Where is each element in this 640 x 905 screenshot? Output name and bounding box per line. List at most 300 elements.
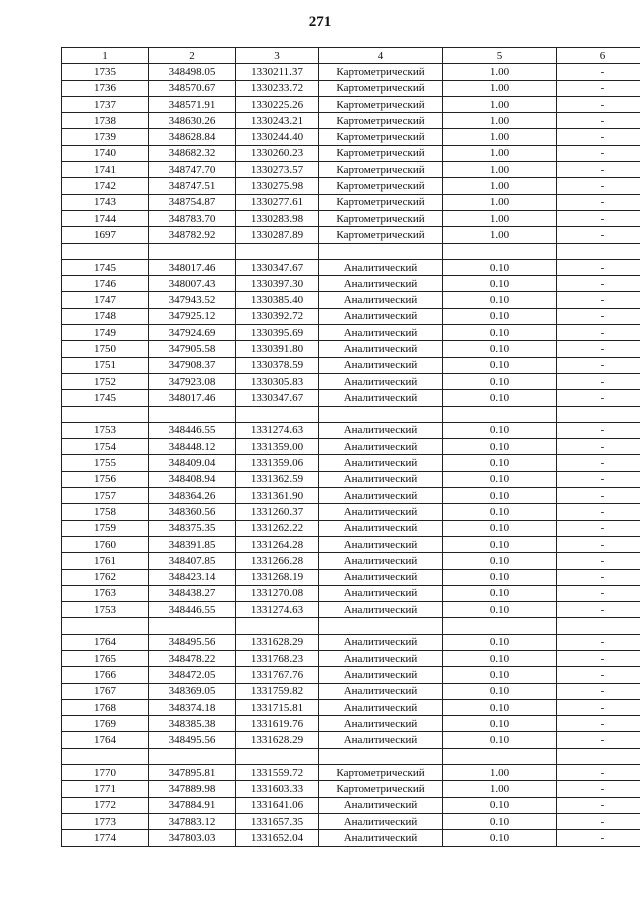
table-cell: 348570.67: [149, 80, 236, 96]
table-cell: 347923.08: [149, 373, 236, 389]
table-cell: Аналитический: [319, 683, 443, 699]
table-cell: [236, 748, 319, 764]
table-row: [62, 602, 640, 618]
table-cell: [236, 243, 319, 259]
table-row: [62, 683, 640, 699]
table-cell: 0.10: [443, 520, 557, 536]
table-row: [62, 292, 640, 308]
table-cell: Аналитический: [319, 455, 443, 471]
table-row: [62, 471, 640, 487]
table-cell: 1330392.72: [236, 308, 319, 324]
table-row: [62, 129, 640, 145]
coordinates-table: [61, 47, 640, 847]
table-cell: 1737: [62, 96, 149, 112]
table-cell: 1331362.59: [236, 471, 319, 487]
table-cell: 348448.12: [149, 439, 236, 455]
table-cell: 348747.70: [149, 162, 236, 178]
table-row: [62, 276, 640, 292]
table-cell: 1740: [62, 145, 149, 161]
table-cell: 1331628.29: [236, 732, 319, 748]
column-header: 3: [236, 48, 319, 64]
table-cell: -: [557, 194, 640, 210]
table-row: [62, 113, 640, 129]
table-cell: 0.10: [443, 488, 557, 504]
table-cell: 0.10: [443, 390, 557, 406]
table-cell: 1751: [62, 357, 149, 373]
table-cell: 1763: [62, 585, 149, 601]
table-row: [62, 259, 640, 275]
table-cell: 1.00: [443, 227, 557, 243]
table-cell: -: [557, 765, 640, 781]
table-cell: 1331657.35: [236, 813, 319, 829]
table-cell: 1330283.98: [236, 210, 319, 226]
table-cell: 1331270.08: [236, 585, 319, 601]
table-cell: 347895.81: [149, 765, 236, 781]
table-cell: Аналитический: [319, 667, 443, 683]
table-cell: Аналитический: [319, 553, 443, 569]
table-cell: [443, 618, 557, 634]
table-cell: 1331274.63: [236, 422, 319, 438]
table-cell: 1330347.67: [236, 390, 319, 406]
column-header: 4: [319, 48, 443, 64]
table-cell: 1750: [62, 341, 149, 357]
table-cell: 0.10: [443, 422, 557, 438]
table-cell: Аналитический: [319, 813, 443, 829]
table-cell: -: [557, 178, 640, 194]
table-row: [62, 634, 640, 650]
table-cell: 0.10: [443, 732, 557, 748]
table-cell: -: [557, 667, 640, 683]
table-cell: -: [557, 504, 640, 520]
separator-row: [62, 748, 640, 764]
table-cell: 347925.12: [149, 308, 236, 324]
table-row: [62, 422, 640, 438]
column-header: 1: [62, 48, 149, 64]
table-cell: 1749: [62, 325, 149, 341]
table-cell: -: [557, 585, 640, 601]
table-row: [62, 504, 640, 520]
table-cell: 1758: [62, 504, 149, 520]
table-cell: 0.10: [443, 569, 557, 585]
table-cell: 1331628.29: [236, 634, 319, 650]
table-cell: 1330277.61: [236, 194, 319, 210]
table-cell: 1753: [62, 422, 149, 438]
table-cell: [319, 243, 443, 259]
separator-row: [62, 618, 640, 634]
table-cell: Аналитический: [319, 308, 443, 324]
table-cell: -: [557, 325, 640, 341]
table-cell: 0.10: [443, 471, 557, 487]
table-cell: 348423.14: [149, 569, 236, 585]
table-cell: -: [557, 357, 640, 373]
table-cell: 348495.56: [149, 732, 236, 748]
table-row: [62, 325, 640, 341]
table-cell: Аналитический: [319, 259, 443, 275]
table-row: [62, 455, 640, 471]
table-cell: 1.00: [443, 765, 557, 781]
table-cell: [236, 618, 319, 634]
table-cell: -: [557, 520, 640, 536]
table-cell: 1766: [62, 667, 149, 683]
table-cell: 348017.46: [149, 390, 236, 406]
table-cell: Картометрический: [319, 227, 443, 243]
table-cell: Аналитический: [319, 325, 443, 341]
table-cell: Картометрический: [319, 129, 443, 145]
table-cell: -: [557, 699, 640, 715]
table-cell: -: [557, 64, 640, 80]
table-cell: Аналитический: [319, 602, 443, 618]
table-cell: 1697: [62, 227, 149, 243]
table-cell: -: [557, 569, 640, 585]
table-cell: [319, 618, 443, 634]
table-cell: 0.10: [443, 683, 557, 699]
table-cell: 1736: [62, 80, 149, 96]
table-cell: 0.10: [443, 797, 557, 813]
table-cell: 1761: [62, 553, 149, 569]
table-cell: -: [557, 259, 640, 275]
table-cell: 0.10: [443, 455, 557, 471]
table-cell: Картометрический: [319, 210, 443, 226]
table-cell: -: [557, 471, 640, 487]
table-body: [62, 64, 640, 846]
table-cell: 0.10: [443, 292, 557, 308]
table-cell: 347905.58: [149, 341, 236, 357]
table-cell: Картометрический: [319, 96, 443, 112]
table-cell: 0.10: [443, 716, 557, 732]
table-cell: 347924.69: [149, 325, 236, 341]
table-cell: [557, 406, 640, 422]
table-cell: 1774: [62, 830, 149, 846]
table-cell: 1331759.82: [236, 683, 319, 699]
table-cell: 348360.56: [149, 504, 236, 520]
table-row: [62, 553, 640, 569]
table-cell: [557, 243, 640, 259]
table-cell: 348391.85: [149, 536, 236, 552]
table-cell: 348407.85: [149, 553, 236, 569]
separator-row: [62, 243, 640, 259]
table-cell: Аналитический: [319, 732, 443, 748]
table-cell: 1330397.30: [236, 276, 319, 292]
table-cell: Аналитический: [319, 830, 443, 846]
table-cell: 0.10: [443, 553, 557, 569]
table-cell: 1.00: [443, 64, 557, 80]
table-cell: 1331641.06: [236, 797, 319, 813]
table-cell: 0.10: [443, 276, 557, 292]
table-cell: 347908.37: [149, 357, 236, 373]
page-number: 271: [308, 14, 332, 30]
table-cell: -: [557, 422, 640, 438]
table-cell: 0.10: [443, 699, 557, 715]
table-cell: 0.10: [443, 373, 557, 389]
table-cell: 1760: [62, 536, 149, 552]
table-cell: -: [557, 96, 640, 112]
table-row: [62, 797, 640, 813]
table-cell: 348571.91: [149, 96, 236, 112]
table-cell: Картометрический: [319, 162, 443, 178]
table-cell: -: [557, 308, 640, 324]
table-cell: 1742: [62, 178, 149, 194]
table-row: [62, 732, 640, 748]
table-cell: 0.10: [443, 830, 557, 846]
table-cell: 1331768.23: [236, 650, 319, 666]
table-cell: Картометрический: [319, 765, 443, 781]
table-cell: 1330391.80: [236, 341, 319, 357]
table-cell: Аналитический: [319, 699, 443, 715]
table-cell: [149, 243, 236, 259]
table-cell: Аналитический: [319, 536, 443, 552]
table-cell: 1759: [62, 520, 149, 536]
table-cell: Аналитический: [319, 634, 443, 650]
table-cell: Аналитический: [319, 585, 443, 601]
table-cell: 1769: [62, 716, 149, 732]
table-cell: 348369.05: [149, 683, 236, 699]
table-cell: 1331767.76: [236, 667, 319, 683]
table-cell: 348682.32: [149, 145, 236, 161]
table-cell: [319, 748, 443, 764]
table-cell: 1762: [62, 569, 149, 585]
table-row: [62, 357, 640, 373]
table-cell: -: [557, 341, 640, 357]
table-cell: 348446.55: [149, 422, 236, 438]
table-cell: Аналитический: [319, 471, 443, 487]
table-cell: 1330385.40: [236, 292, 319, 308]
table-cell: Аналитический: [319, 439, 443, 455]
table-row: [62, 64, 640, 80]
table-cell: -: [557, 390, 640, 406]
table-cell: -: [557, 439, 640, 455]
separator-row: [62, 406, 640, 422]
table-cell: Картометрический: [319, 113, 443, 129]
table-cell: 1331266.28: [236, 553, 319, 569]
table-cell: 1764: [62, 732, 149, 748]
table-cell: [443, 406, 557, 422]
table-cell: 1746: [62, 276, 149, 292]
table-cell: [62, 618, 149, 634]
table-cell: 1331274.63: [236, 602, 319, 618]
table-cell: [62, 243, 149, 259]
table-cell: 1747: [62, 292, 149, 308]
table-cell: 1330233.72: [236, 80, 319, 96]
table-cell: [319, 406, 443, 422]
table-cell: 0.10: [443, 439, 557, 455]
table-row: [62, 716, 640, 732]
table-cell: Картометрический: [319, 80, 443, 96]
table-row: [62, 520, 640, 536]
table-cell: Аналитический: [319, 373, 443, 389]
table-cell: -: [557, 634, 640, 650]
table-cell: 1770: [62, 765, 149, 781]
table-cell: -: [557, 813, 640, 829]
table-cell: [236, 406, 319, 422]
table-row: [62, 194, 640, 210]
table-cell: -: [557, 129, 640, 145]
table-cell: 1.00: [443, 210, 557, 226]
table-cell: 0.10: [443, 341, 557, 357]
table-cell: -: [557, 797, 640, 813]
table-row: [62, 373, 640, 389]
column-header: 2: [149, 48, 236, 64]
table-cell: 1.00: [443, 194, 557, 210]
table-cell: 1765: [62, 650, 149, 666]
table-cell: [149, 748, 236, 764]
table-cell: 1.00: [443, 80, 557, 96]
table-cell: 0.10: [443, 634, 557, 650]
table-cell: Аналитический: [319, 797, 443, 813]
table-row: [62, 308, 640, 324]
table-cell: -: [557, 210, 640, 226]
table-row: [62, 439, 640, 455]
table-cell: 1752: [62, 373, 149, 389]
table-cell: [62, 406, 149, 422]
table-cell: 1330225.26: [236, 96, 319, 112]
table-cell: 1.00: [443, 129, 557, 145]
table-cell: 1748: [62, 308, 149, 324]
table-cell: 348747.51: [149, 178, 236, 194]
table-cell: 348375.35: [149, 520, 236, 536]
table-row: [62, 667, 640, 683]
table-cell: 1330305.83: [236, 373, 319, 389]
table-cell: -: [557, 373, 640, 389]
table-cell: 1739: [62, 129, 149, 145]
table-cell: 348017.46: [149, 259, 236, 275]
table-cell: 1331603.33: [236, 781, 319, 797]
table-cell: 1745: [62, 259, 149, 275]
table-cell: -: [557, 145, 640, 161]
table-row: [62, 80, 640, 96]
table-cell: -: [557, 553, 640, 569]
table-cell: -: [557, 455, 640, 471]
table-row: [62, 569, 640, 585]
table-cell: 348446.55: [149, 602, 236, 618]
table-cell: 347889.98: [149, 781, 236, 797]
table-cell: 347943.52: [149, 292, 236, 308]
table-cell: 348472.05: [149, 667, 236, 683]
table-row: [62, 210, 640, 226]
table-cell: 0.10: [443, 813, 557, 829]
table-cell: -: [557, 732, 640, 748]
table-cell: 1331268.19: [236, 569, 319, 585]
table-cell: 1330211.37: [236, 64, 319, 80]
table-cell: -: [557, 536, 640, 552]
table-cell: -: [557, 162, 640, 178]
column-header: 5: [443, 48, 557, 64]
table-cell: 1756: [62, 471, 149, 487]
table-cell: -: [557, 830, 640, 846]
table-cell: 0.10: [443, 504, 557, 520]
table-cell: Картометрический: [319, 178, 443, 194]
table-cell: 348385.38: [149, 716, 236, 732]
table-cell: 1744: [62, 210, 149, 226]
table-cell: 348754.87: [149, 194, 236, 210]
table-cell: 1330378.59: [236, 357, 319, 373]
table-row: [62, 585, 640, 601]
table-row: [62, 781, 640, 797]
table-row: [62, 830, 640, 846]
table-cell: 0.10: [443, 650, 557, 666]
table-cell: 348374.18: [149, 699, 236, 715]
table-cell: Аналитический: [319, 504, 443, 520]
table-cell: 0.10: [443, 585, 557, 601]
table-cell: 1735: [62, 64, 149, 80]
table-cell: 1330244.40: [236, 129, 319, 145]
table-cell: Аналитический: [319, 276, 443, 292]
table-cell: 1330273.57: [236, 162, 319, 178]
table-cell: [557, 748, 640, 764]
table-row: [62, 536, 640, 552]
table-cell: 1754: [62, 439, 149, 455]
table-cell: 0.10: [443, 259, 557, 275]
table-cell: 1743: [62, 194, 149, 210]
table-row: [62, 145, 640, 161]
table-cell: Аналитический: [319, 341, 443, 357]
table-cell: 348007.43: [149, 276, 236, 292]
table-cell: [149, 618, 236, 634]
table-cell: 1330275.98: [236, 178, 319, 194]
table-cell: 348478.22: [149, 650, 236, 666]
table-cell: Аналитический: [319, 488, 443, 504]
table-cell: 1755: [62, 455, 149, 471]
table-cell: 1330347.67: [236, 259, 319, 275]
table-cell: Аналитический: [319, 569, 443, 585]
table-cell: -: [557, 716, 640, 732]
table-cell: 1.00: [443, 781, 557, 797]
table-cell: 1.00: [443, 162, 557, 178]
table-cell: 1.00: [443, 178, 557, 194]
table-cell: -: [557, 276, 640, 292]
table-cell: [443, 748, 557, 764]
table-row: [62, 341, 640, 357]
table-cell: 1330260.23: [236, 145, 319, 161]
table-row: [62, 650, 640, 666]
table-row: [62, 699, 640, 715]
table-cell: 347883.12: [149, 813, 236, 829]
table-cell: 348408.94: [149, 471, 236, 487]
table-cell: 1.00: [443, 145, 557, 161]
table-cell: 1773: [62, 813, 149, 829]
table-cell: Картометрический: [319, 145, 443, 161]
table-cell: 1331262.22: [236, 520, 319, 536]
table-cell: Аналитический: [319, 292, 443, 308]
table-cell: 1771: [62, 781, 149, 797]
table-cell: -: [557, 781, 640, 797]
table-cell: Аналитический: [319, 716, 443, 732]
table-cell: 1331559.72: [236, 765, 319, 781]
table-cell: 1772: [62, 797, 149, 813]
table-cell: 1331359.00: [236, 439, 319, 455]
table-cell: 1757: [62, 488, 149, 504]
table-row: [62, 390, 640, 406]
table-row: [62, 178, 640, 194]
table-cell: Аналитический: [319, 422, 443, 438]
table-row: [62, 227, 640, 243]
table-cell: 1330243.21: [236, 113, 319, 129]
table-cell: 348409.04: [149, 455, 236, 471]
table-cell: Аналитический: [319, 650, 443, 666]
table-cell: 0.10: [443, 536, 557, 552]
table-cell: -: [557, 227, 640, 243]
table-cell: [557, 618, 640, 634]
table-row: [62, 162, 640, 178]
table-cell: -: [557, 488, 640, 504]
table-cell: 1753: [62, 602, 149, 618]
table-cell: [62, 748, 149, 764]
table-cell: 1.00: [443, 96, 557, 112]
table-cell: 348782.92: [149, 227, 236, 243]
table-cell: 1764: [62, 634, 149, 650]
table-cell: 348495.56: [149, 634, 236, 650]
table-cell: 347884.91: [149, 797, 236, 813]
table-cell: 348783.70: [149, 210, 236, 226]
